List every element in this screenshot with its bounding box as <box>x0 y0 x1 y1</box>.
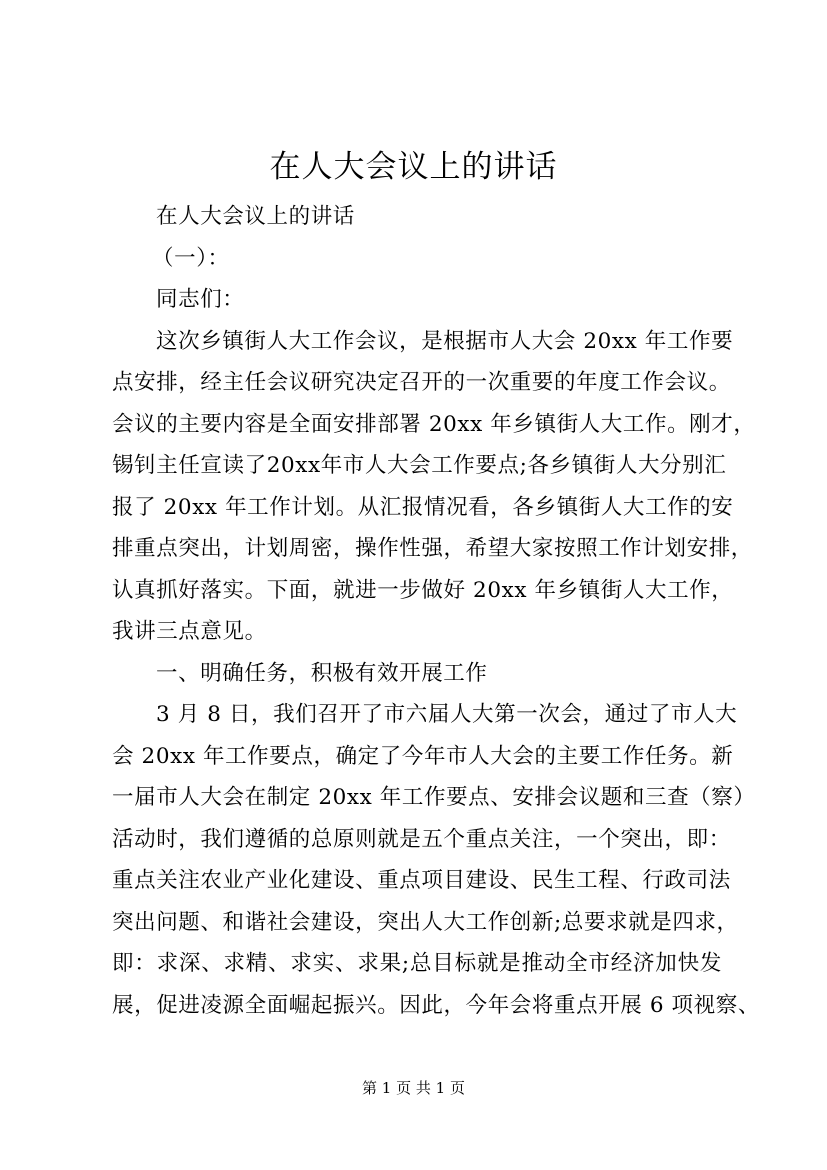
page-footer: 第 1 页 共 1 页 <box>362 1079 465 1097</box>
text-line: 锡钊主任宣读了20xx年市人大会工作要点;各乡镇街人大分别汇 <box>112 453 727 478</box>
text-line: 展，促进凌源全面崛起振兴。因此，今年会将重点开展 6 项视察、 <box>112 992 760 1018</box>
text-line: 同志们： <box>156 287 245 312</box>
text-line: 重点关注农业产业化建设、重点项目建设、民生工程、行政司法 <box>112 868 731 893</box>
text-line: 报了 20xx 年工作计划。从汇报情况看，各乡镇街人大工作的安 <box>112 494 734 520</box>
text-line: 突出问题、和谐社会建设，突出人大工作创新;总要求就是四求， <box>112 909 739 935</box>
text-line: 在人大会议上的讲话 <box>156 204 355 229</box>
text-line: 认真抓好落实。下面，就进一步做好 20xx 年乡镇街人大工作， <box>112 577 734 603</box>
text-line: 一届市人大会在制定 20xx 年工作要点、安排会议题和三查（察） <box>112 785 756 810</box>
text-line: 点安排，经主任会议研究决定召开的一次重要的年度工作会议。 <box>112 370 731 395</box>
text-line: 我讲三点意见。 <box>112 619 267 644</box>
text-line: （一）： <box>152 245 230 271</box>
text-line: 即：求深、求精、求实、求果;总目标就是推动全市经济加快发 <box>112 951 722 976</box>
text-line: 会 20xx 年工作要点，确定了今年市人大会的主要工作任务。新 <box>112 743 734 769</box>
text-line: 3 月 8 日，我们召开了市六届人大第一次会，通过了市人大 <box>156 702 738 727</box>
document-body <box>112 196 760 1026</box>
text-line: 会议的主要内容是全面安排部署 20xx 年乡镇街人大工作。刚才， <box>112 411 756 437</box>
section-heading: 一、明确任务，积极有效开展工作 <box>156 660 488 686</box>
document-title: 在人大会议上的讲话 <box>269 149 558 185</box>
text-line: 这次乡镇街人大工作会议，是根据市人大会 20xx 年工作要 <box>156 328 734 354</box>
text-line: 活动时，我们遵循的总原则就是五个重点关注，一个突出，即： <box>112 826 731 852</box>
text-line: 排重点突出，计划周密，操作性强，希望大家按照工作计划安排， <box>112 536 753 561</box>
